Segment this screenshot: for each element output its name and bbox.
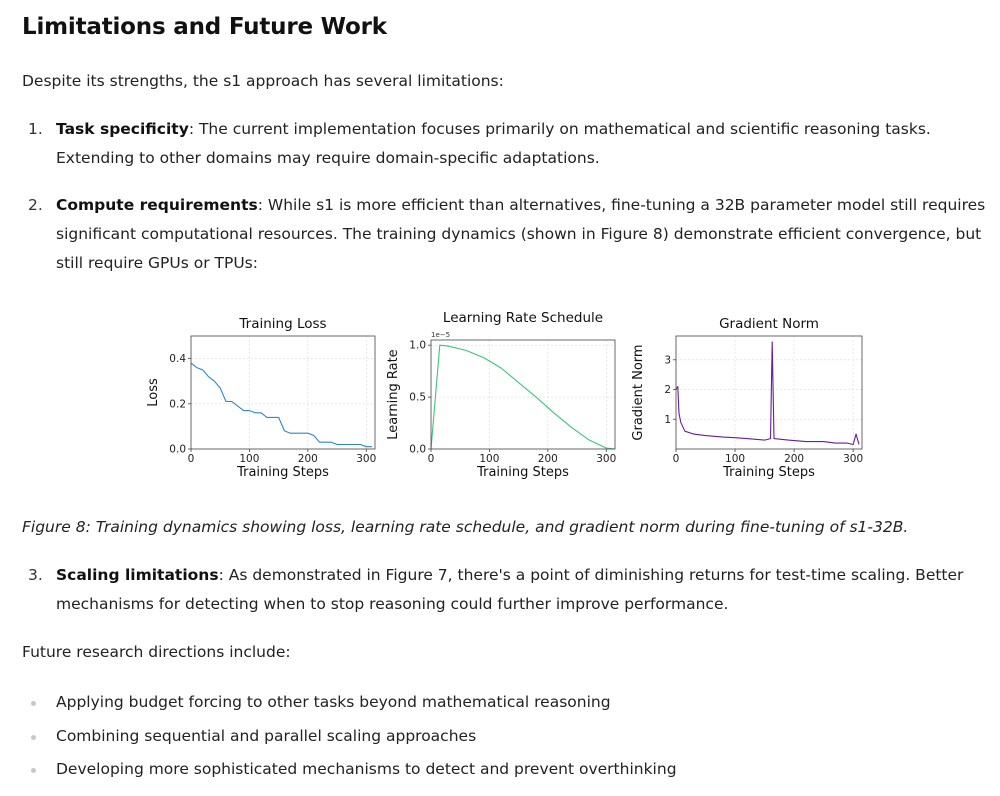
figure-chart [140, 304, 870, 494]
item-number: 1. [28, 120, 43, 138]
bullet-icon [31, 735, 36, 740]
x-tick-label: 100 [479, 453, 500, 465]
axis-scale-label: 1e−5 [431, 331, 451, 339]
y-tick-label: 0.0 [409, 443, 426, 456]
list-item [0, 686, 1000, 720]
section-heading: Limitations and Future Work [22, 14, 387, 40]
y-tick-label: 1 [664, 413, 671, 426]
series-line [191, 363, 372, 447]
item-title: Compute requirements [56, 196, 258, 214]
list-item-text: Applying budget forcing to other tasks beyond mathematical reasoning [56, 693, 611, 711]
x-tick-label: 300 [596, 453, 617, 465]
x-tick-label: 0 [187, 453, 195, 465]
item-number: 3. [28, 566, 43, 584]
training-dynamics-figure [140, 304, 870, 494]
chart-title: Training Loss [239, 316, 327, 332]
list-item-text: Developing more sophisticated mechanisms to detect and prevent overthinking [56, 760, 677, 778]
x-tick-label: 300 [356, 453, 377, 465]
bullet-icon [31, 768, 36, 773]
series-line [676, 342, 859, 445]
item-text: : As demonstrated in Figure 7, there's a point of diminishing returns for test-time scaling. Better mechanisms for detecting when to stop reasoning could further improve performance. [56, 566, 964, 613]
x-tick-label: 0 [672, 453, 680, 465]
x-tick-label: 200 [784, 453, 805, 465]
x-axis-label: Training Steps [723, 465, 815, 480]
y-tick-label: 3 [664, 354, 671, 367]
x-axis-label: Training Steps [237, 465, 329, 480]
list-item [0, 115, 1000, 173]
item-text: : While s1 is more efficient than alternatives, fine-tuning a 32B parameter model still requires significant computational resources. The training dynamics (shown in Figure 8) demonstrate efficient convergence, but still require GPUs or TPUs: [56, 196, 986, 272]
list-item-text: Combining sequential and parallel scaling approaches [56, 726, 477, 745]
figure-caption: Figure 8: Training dynamics showing loss, learning rate schedule, and gradient norm during fine-tuning of s1-32B. [22, 518, 909, 536]
limitations-list [0, 561, 1000, 619]
chart-title: Gradient Norm [719, 316, 819, 332]
limitations-list [0, 115, 1000, 173]
y-axis-label: Learning Rate [386, 349, 401, 440]
list-item [0, 191, 1000, 278]
future-directions-list [0, 686, 1000, 787]
x-tick-label: 100 [239, 453, 260, 465]
plot-frame [191, 336, 375, 449]
x-tick-label: 200 [297, 453, 318, 465]
y-axis-label: Gradient Norm [631, 344, 646, 441]
x-axis-label: Training Steps [477, 465, 569, 480]
plot-frame [431, 340, 615, 449]
y-tick-label: 0.2 [169, 398, 186, 411]
chart-title: Learning Rate Schedule [442, 310, 604, 326]
y-tick-label: 0.0 [169, 443, 186, 456]
list-item [0, 561, 1000, 619]
limitations-list [0, 191, 1000, 278]
y-tick-label: 2 [664, 384, 671, 397]
x-tick-label: 100 [725, 453, 746, 465]
plot-frame [676, 336, 862, 449]
x-tick-label: 300 [843, 453, 864, 465]
y-tick-label: 0.4 [169, 353, 186, 366]
item-title: Scaling limitations [56, 566, 219, 584]
x-tick-label: 200 [537, 453, 558, 465]
bullet-icon [31, 701, 36, 706]
future-intro: Future research directions include: [22, 643, 291, 661]
item-title: Task specificity [56, 120, 189, 138]
intro-paragraph: Despite its strengths, the s1 approach has several limitations: [22, 72, 504, 90]
y-tick-label: 1.0 [409, 339, 426, 352]
list-item [0, 720, 1000, 754]
x-tick-label: 0 [427, 453, 435, 465]
list-item [0, 753, 1000, 787]
y-tick-label: 0.5 [409, 391, 426, 404]
item-number: 2. [28, 196, 43, 214]
item-text: : The current implementation focuses primarily on mathematical and scientific reasoning tasks. Extending to other domains may require domain-specific adaptations. [56, 120, 931, 167]
y-axis-label: Loss [146, 378, 161, 407]
